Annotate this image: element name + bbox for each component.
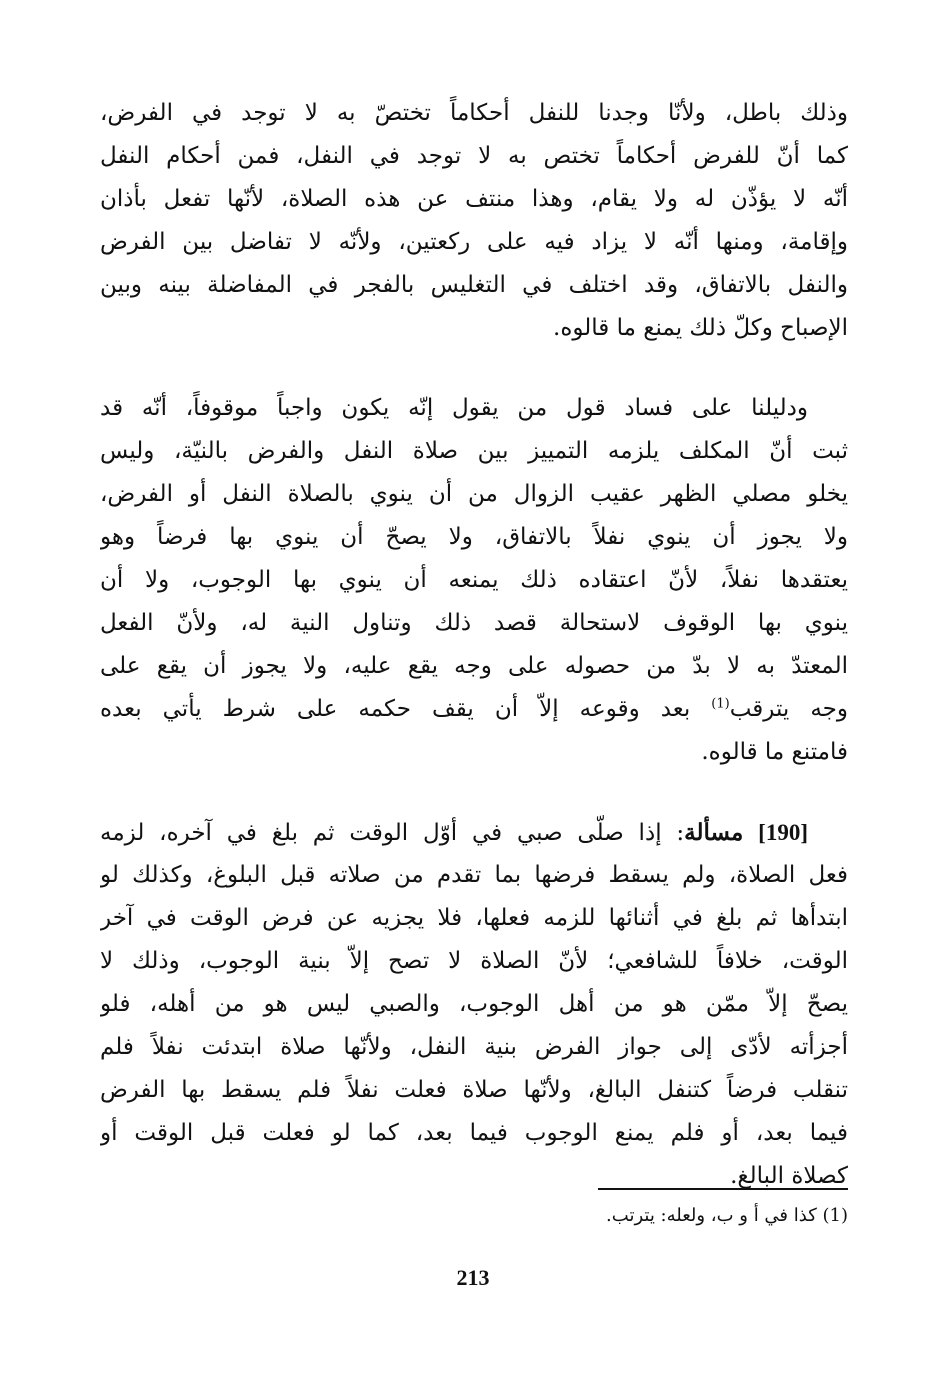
text-line: وذلك باطل، ولأنّا وجدنا للنفل أحكاماً تختصّ به لا توجد في الفرض، [100, 100, 848, 126]
text-fragment: : إذا صلّى صبي في أوّل الوقت ثم بلغ في آخره، لزمه [100, 820, 685, 846]
text-line: فامتنع ما قالوه. [701, 739, 848, 765]
text-line: كما أنّ للفرض أحكاماً تختص به لا توجد في النفل، فمن أحكام النفل [100, 143, 848, 169]
footnote-reference[interactable]: (1) [711, 696, 730, 712]
page-body [100, 92, 848, 1198]
text-line: الإصباح وكلّ ذلك يمنع ما قالوه. [553, 315, 848, 341]
text-line: تنقلب فرضاً كتنفل البالغ، ولأنّها صلاة فعلت نفلاً فلم يسقط بها الفرض [100, 1077, 848, 1103]
text-line: يصحّ إلاّ ممّن هو من أهل الوجوب، والصبي ليس هو من أهله، فلو [100, 991, 848, 1017]
issue-190 [100, 811, 848, 1198]
paragraph-gap [100, 350, 848, 387]
text-line: ينوي بها الوقوف لاستحالة قصد ذلك وتناول النية له، ولأنّ الفعل [100, 610, 848, 636]
paragraph-gap [100, 774, 848, 811]
text-line: كصلاة البالغ. [730, 1163, 848, 1189]
text-line: ودليلنا على فساد قول من يقول إنّه يكون واجباً موقوفاً، أنّه قد [100, 395, 808, 421]
text-fragment: بعد وقوعه إلاّ أن يقف حكمه على شرط يأتي بعده [100, 696, 712, 722]
text-line: الوقت، خلافاً للشافعي؛ لأنّ الصلاة لا تصح إلاّ بنية الوجوب، وذلك لا [100, 948, 848, 974]
text-line-with-footnote-ref [100, 688, 848, 731]
text-line: يخلو مصلي الظهر عقيب الزوال من أن ينوي بالصلاة النفل أو الفرض، [100, 481, 848, 507]
text-line: فعل الصلاة، ولم يسقط فرضها بما تقدم من صلاته قبل البلوغ، وكذلك لو [100, 862, 848, 888]
text-line: ولا يجوز أن ينوي نفلاً بالاتفاق، ولا يصحّ أن ينوي بها فرضاً وهو [100, 524, 848, 550]
text-fragment: وجه يترقب [729, 696, 848, 722]
footnote: (1) كذا في أ و ب، ولعله: يترتب. [606, 1205, 848, 1226]
text-line: المعتدّ به لا بدّ من حصوله على وجه يقع عليه، ولا يجوز أن يقع على [100, 653, 848, 679]
issue-heading-line [100, 811, 848, 854]
text-line: والنفل بالاتفاق، وقد اختلف في التغليس بالفجر في المفاضلة بينه وبين [100, 272, 848, 298]
page-number: 213 [456, 1265, 490, 1290]
text-line: ثبت أنّ المكلف يلزمه التمييز بين صلاة النفل والفرض بالنيّة، وليس [100, 438, 848, 464]
text-line: ابتدأها ثم بلغ في أثنائها للزمه فعلها، فلا يجزيه عن فرض الوقت في آخر [100, 905, 848, 931]
text-line: فيما بعد، أو فلم يمنع الوجوب فيما بعد، كما لو فعلت قبل الوقت أو [100, 1120, 848, 1146]
issue-number: [190] [758, 820, 808, 845]
text-line: أجزأته لأدّى إلى جواز الفرض بنية النفل، ولأنّها صلاة ابتدئت نفلاً فلم [100, 1034, 848, 1060]
footnote-separator [598, 1188, 848, 1190]
issue-label: مسألة [684, 819, 744, 846]
text-line: وإقامة، ومنها أنّه لا يزاد فيه على ركعتين، ولأنّه لا تفاضل بين الفرض [100, 229, 848, 255]
text-line: أنّه لا يؤذّن له ولا يقام، وهذا منتف عن هذه الصلاة، لأنّها تفعل بأذان [100, 186, 848, 212]
paragraph-1 [100, 92, 848, 350]
paragraph-2 [100, 387, 848, 774]
text-line: يعتقدها نفلاً، لأنّ اعتقاده ذلك يمنعه أن ينوي بها الوجوب، ولا أن [100, 567, 848, 593]
